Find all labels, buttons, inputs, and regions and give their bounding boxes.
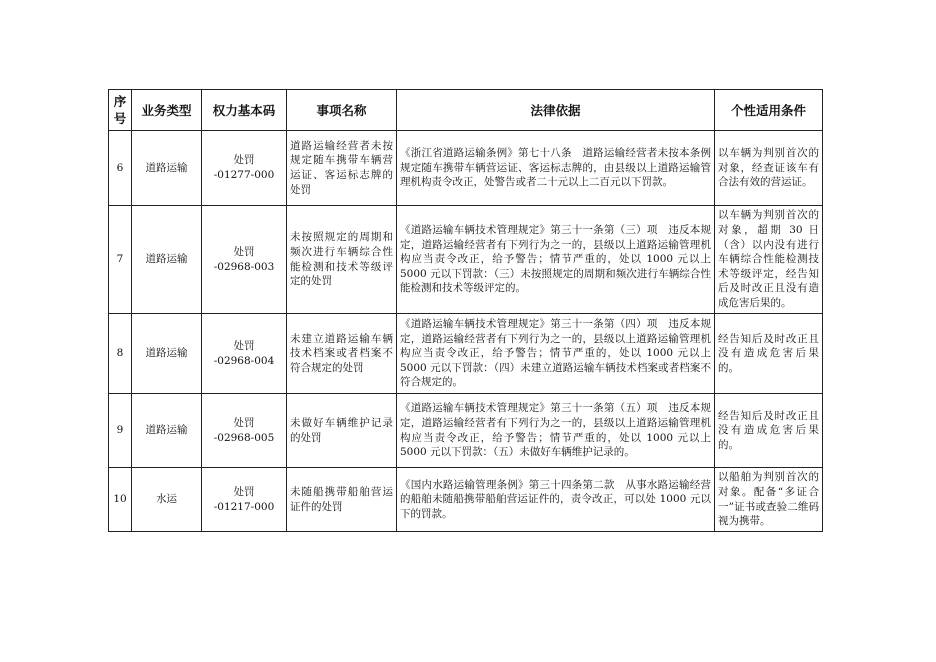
- header-item: 事项名称: [287, 90, 397, 131]
- row-basis: 《国内水路运输管理条例》第三十四条第二款 从事水路运输经营的船舶未随船携带船舶营运证件的，责令改正，可以处 1000 元以下的罚款。: [397, 468, 715, 532]
- row-type: 水运: [132, 468, 202, 532]
- row-condition: 以船舶为判别首次的对象。配备“多证合一”证书或查验二维码视为携带。: [715, 468, 823, 532]
- row-basis: 《道路运输车辆技术管理规定》第三十一条第（三）项 违反本规定，道路运输经营者有下列行为之一的，县级以上道路运输管理机构应当责令改正，给予警告；情节严重的，处以 1000 元以上 5000 元以下罚款：（三）未按照规定的周期和频次进行车辆综合性能检测和技术等级评定的。: [397, 206, 715, 314]
- row-no: 9: [109, 394, 132, 468]
- row-condition: 以车辆为判别首次的对象，超期 30 日（含）以内没有进行车辆综合性能检测技术等级评定，经告知后及时改正且没有造成危害后果的。: [715, 206, 823, 314]
- row-no: 6: [109, 131, 132, 206]
- row-item: 道路运输经营者未按规定随车携带车辆营运证、客运标志牌的处罚: [287, 131, 397, 206]
- row-condition: 以车辆为判别首次的对象，经查证该车有合法有效的营运证。: [715, 131, 823, 206]
- row-type: 道路运输: [132, 314, 202, 394]
- header-code: 权力基本码: [202, 90, 287, 131]
- table-row: [109, 468, 823, 532]
- row-no: 7: [109, 206, 132, 314]
- regulation-table: [108, 89, 823, 532]
- row-basis: 《浙江省道路运输条例》第七十八条 道路运输经营者未按本条例规定随车携带车辆营运证、客运标志牌的，由县级以上道路运输管理机构责令改正，处警告或者二十元以上二百元以下罚款。: [397, 131, 715, 206]
- header-condition: 个性适用条件: [715, 90, 823, 131]
- header-basis: 法律依据: [397, 90, 715, 131]
- table-header-row: [109, 90, 823, 131]
- row-item: 未随船携带船舶营运证件的处罚: [287, 468, 397, 532]
- row-type: 道路运输: [132, 394, 202, 468]
- row-code: 处罚 -02968-003: [202, 206, 287, 314]
- row-basis: 《道路运输车辆技术管理规定》第三十一条第（四）项 违反本规定，道路运输经营者有下列行为之一的，县级以上道路运输管理机构应当责令改正，给予警告；情节严重的，处以 1000 元以上 5000 元以下罚款：（四）未建立道路运输车辆技术档案或者档案不符合规定的。: [397, 314, 715, 394]
- row-item: 未做好车辆维护记录的处罚: [287, 394, 397, 468]
- row-code: 处罚 -01277-000: [202, 131, 287, 206]
- row-no: 8: [109, 314, 132, 394]
- row-condition: 经告知后及时改正且没有造成危害后果的。: [715, 394, 823, 468]
- row-item: 未建立道路运输车辆技术档案或者档案不符合规定的处罚: [287, 314, 397, 394]
- table-row: [109, 314, 823, 394]
- row-type: 道路运输: [132, 131, 202, 206]
- table-row: [109, 206, 823, 314]
- row-basis: 《道路运输车辆技术管理规定》第三十一条第（五）项 违反本规定，道路运输经营者有下列行为之一的，县级以上道路运输管理机构应当责令改正，给予警告；情节严重的，处以 1000 元以上 5000 元以下罚款：（五）未做好车辆维护记录的。: [397, 394, 715, 468]
- row-condition: 经告知后及时改正且没有造成危害后果的。: [715, 314, 823, 394]
- row-code: 处罚 -02968-004: [202, 314, 287, 394]
- row-item: 未按照规定的周期和频次进行车辆综合性能检测和技术等级评定的处罚: [287, 206, 397, 314]
- row-code: 处罚 -01217-000: [202, 468, 287, 532]
- table-row: [109, 394, 823, 468]
- row-type: 道路运输: [132, 206, 202, 314]
- row-no: 10: [109, 468, 132, 532]
- table-row: [109, 131, 823, 206]
- header-type: 业务类型: [132, 90, 202, 131]
- row-code: 处罚 -02968-005: [202, 394, 287, 468]
- header-no: 序号: [109, 90, 132, 131]
